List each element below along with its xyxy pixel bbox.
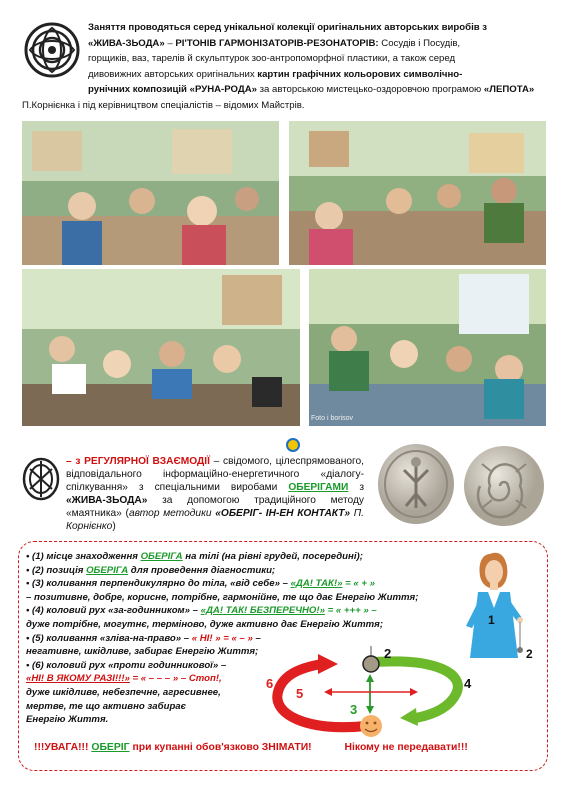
interaction-zhyva: «ЖИВА-ЗЬОДА» xyxy=(66,495,148,506)
list-item: • (2) позиція ОБЕРІГА для проведення діагностики; xyxy=(26,564,276,576)
diagram-label-2a: 2 xyxy=(384,646,392,661)
photo-credit: Foto i borisov xyxy=(311,415,354,422)
diagram-label-3: 3 xyxy=(350,702,358,717)
class-photo-1 xyxy=(22,121,279,265)
intro-kartyn: картин графічних кольорових символічно- xyxy=(257,68,463,80)
pendulum-motion-diagram xyxy=(266,644,476,740)
interaction-author: автор методики xyxy=(128,508,216,519)
diagram-label-5: 5 xyxy=(296,686,304,701)
diagram-label-1: 1 xyxy=(488,613,495,627)
list-item: • (5) коливання «зліва-на-право» – « НІ! » = « – » – xyxy=(26,632,261,644)
interaction-method: «ОБЕРІГ- ІН-ЕН КОНТАКТ» xyxy=(215,508,351,519)
intro-sosudy: Сосудів і Посудів, xyxy=(378,37,461,49)
amulet-spiral-image xyxy=(462,444,546,528)
warning-no-transfer: Нікому не передавати!!! xyxy=(344,742,468,753)
intro-line-2 xyxy=(88,36,544,52)
intro-ritony: РІ'ТОНІВ ГАРМОНІЗАТОРІВ-РЕЗОНАТОРІВ: xyxy=(175,37,379,49)
interaction-author-name: П. Корнієнко xyxy=(66,508,364,532)
intro-paragraph xyxy=(22,20,544,114)
intro-lepota: «ЛЕПОТА» xyxy=(483,84,535,96)
diagram-label-4: 4 xyxy=(464,676,472,691)
interaction-regular: РЕГУЛЯРНОЇ ВЗАЄМОДІЇ xyxy=(84,456,210,467)
warning-attention: !!!УВАГА!!! xyxy=(34,742,89,753)
interaction-oberegy: ОБЕРІГАМИ xyxy=(288,482,349,493)
intro-line-4 xyxy=(88,67,544,83)
list-item-continued: мертве, те що активно забирає xyxy=(26,700,187,712)
list-item: • (3) коливання перпендикулярно до тіла, «від себе» – «ДА! ТАК!» = « + » xyxy=(26,578,376,590)
rune-logo-icon xyxy=(22,457,60,501)
interaction-text-1: – свідомого, цілеспрямованого, відповідального інформаційно-енергетичного «діалогу-спілкування» з спеціальними виробами xyxy=(66,456,365,493)
interaction-paragraph xyxy=(66,455,364,533)
intro-line-3: горщиків, ваз, тарелів й скульптурок зоо-антропоморфної пластики, а також серед xyxy=(88,53,456,65)
interaction-close: ) xyxy=(112,521,116,532)
spiral-logo-icon xyxy=(24,22,80,78)
list-item-continued: Енергію Життя. xyxy=(26,714,109,726)
warning-line xyxy=(34,742,554,753)
intro-programa: за авторською мистецько-оздоровчою програмою xyxy=(256,84,484,96)
diagram-label-6: 6 xyxy=(266,676,274,691)
intro-runa-roda: рунічних композицій «РУНА-РОДА» xyxy=(88,84,257,96)
list-item-continued: дуже потрібне, могутнє, терміново, дуже активно дає Енергію Життя; xyxy=(26,618,384,630)
class-photo-4 xyxy=(309,269,546,426)
interaction-text-2: за допомогою традиційного методу «маятника» ( xyxy=(66,495,364,519)
intro-line-1: Заняття проводяться серед унікальної колекції оригінальних авторських виробів з xyxy=(88,22,488,33)
diagram-label-2b: 2 xyxy=(526,647,533,661)
decorative-dot-icon xyxy=(286,438,300,452)
list-item-continued: «НІ! В ЯКОМУ РАЗІ!!!» = « – – – » – Стоп!, xyxy=(26,673,222,685)
warning-oberig: ОБЕРІГ xyxy=(91,742,130,753)
list-item: • (4) коловий рух «за-годинником» – «ДА! ТАК! БЕЗПЕРЕЧНО!» = « +++ » – xyxy=(26,605,377,617)
list-item-continued: негативне, шкідливе, забирає Енергію Життя; xyxy=(26,646,259,658)
list-item: • (1) місце знаходження ОБЕРІГА на тілі (на рівні грудей, посередині); xyxy=(26,551,363,562)
list-item: • (6) коловий рух «проти годинникової» – xyxy=(26,659,227,671)
intro-line-6: П.Корнієнка і під керівництвом спеціалістів – відомих Майстрів. xyxy=(22,99,305,111)
class-photo-2 xyxy=(289,121,546,265)
intro-line-5 xyxy=(88,82,544,98)
warning-remove: при купанні обов'язково ЗНІМАТИ! xyxy=(129,742,312,753)
list-item-continued: дуже шкідливе, небезпечне, агресивнее, xyxy=(26,686,221,698)
intro-dyvovyzhnyh: дивовижних авторських оригінальних xyxy=(88,68,258,80)
class-photo-3 xyxy=(22,269,300,426)
intro-dash: – xyxy=(164,37,176,49)
interaction-z: з xyxy=(348,482,364,493)
interaction-dash: – з xyxy=(66,456,85,467)
amulet-figure-image xyxy=(376,442,456,526)
intro-zhyva-zoda: «ЖИВА-ЗЬОДА» xyxy=(88,37,165,49)
list-item-continued: – позитивне, добре, корисне, потрібне, гармонійне, те що дає Енергію Життя; xyxy=(26,591,419,603)
